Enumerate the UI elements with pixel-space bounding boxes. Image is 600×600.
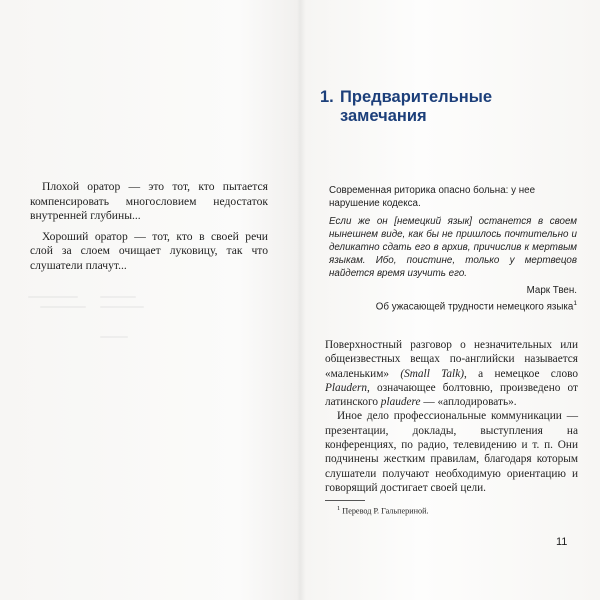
body-italic-term: Plaudern xyxy=(325,381,368,394)
epigraph-source xyxy=(329,297,577,313)
show-through-mark xyxy=(28,296,78,298)
epigraph-source-title: Об ужасающей трудности немецкого языка xyxy=(375,301,574,313)
show-through-mark xyxy=(100,296,136,298)
body-text-run: — «аплодировать». xyxy=(420,396,517,409)
footnote-divider xyxy=(325,500,365,501)
footnote xyxy=(337,504,557,517)
body-text xyxy=(325,338,578,495)
left-paragraph-1: Плохой оратор — это тот, кто пытается компенсировать многословием недостаток внутренней глубины... xyxy=(30,180,268,223)
chapter-title-line-2: замечания xyxy=(340,106,427,125)
chapter-title-line-1: Предварительные xyxy=(340,88,493,106)
epigraph-quote: Если же он [немецкий язык] останется в своем нынешнем виде, как бы не пришлось почтительно и деликатно сдать его в архив, причислив к мертвым языкам. Ибо, поистине, только у мертвецов найдется время изучить его. xyxy=(329,216,577,279)
left-paragraph-2: Хороший оратор — тот, кто в своей речи слой за слоем очищает луковицу, так что слушатели плачут... xyxy=(30,229,268,272)
body-text-run: , означающее болтовню, произведено от латинского xyxy=(325,381,578,409)
footnote-reference: 1 xyxy=(573,300,577,307)
chapter-number: 1. xyxy=(320,88,334,106)
body-text-run: Поверхностный разговор о незначительных или общеизвестных вещах по-английски называется «маленьким» xyxy=(325,339,578,380)
body-text-run: , а немецкое слово xyxy=(463,367,578,380)
body-italic-term: plaudere xyxy=(380,396,421,409)
epigraph-intro: Современная риторика опасно больна: у нее нарушение кодекса. xyxy=(329,185,536,209)
right-page xyxy=(300,0,600,600)
epigraph-author: Марк Твен. xyxy=(526,285,577,296)
show-through-mark xyxy=(100,336,128,338)
body-paragraph-2: Иное дело профессиональные коммуникации — презентации, доклады, выступления на конференциях, по радио, телевидению и т. п. Они подчинены жестким правилам, благодаря которым слушатели получают необходимую ориентацию и говорящий достигает своей цели. xyxy=(325,410,578,494)
epigraph xyxy=(329,184,577,313)
body-paragraph-1 xyxy=(325,338,578,409)
footnote-mark: 1 xyxy=(337,505,341,512)
show-through-mark xyxy=(40,306,86,308)
left-page-text xyxy=(30,180,268,280)
footnote-text: Перевод Р. Гальпериной. xyxy=(342,506,429,516)
body-italic-term: (Small Talk) xyxy=(400,367,464,380)
page-number: 11 xyxy=(556,536,568,548)
chapter-title xyxy=(320,88,550,125)
show-through-mark xyxy=(100,306,144,308)
